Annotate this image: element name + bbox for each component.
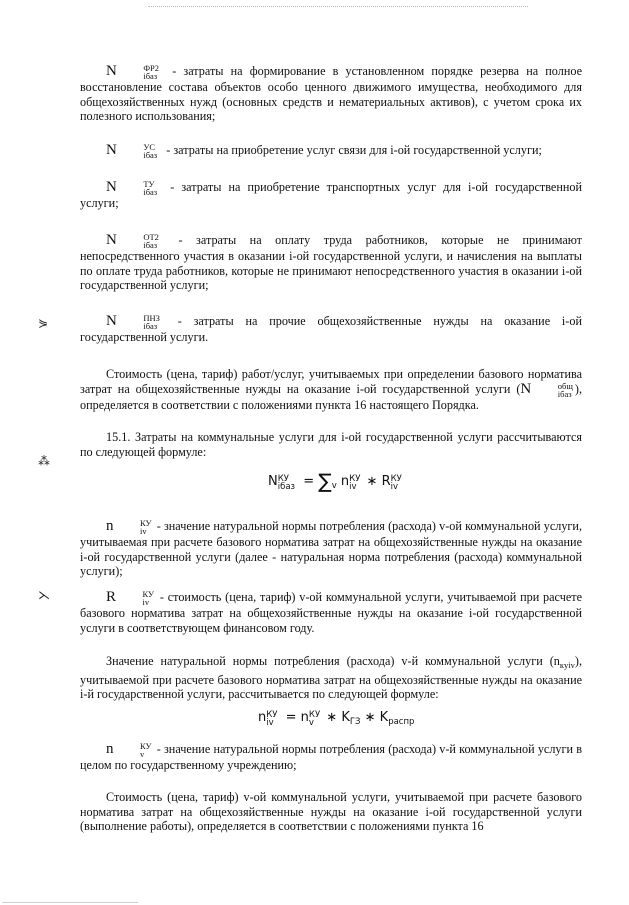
margin-mark: ⋟ (38, 316, 49, 330)
cost-utility-paragraph (80, 790, 582, 834)
definition-r-iv (80, 590, 582, 635)
superscript: КУ (277, 474, 289, 484)
scan-bottom-edge (2, 902, 138, 903)
superscript: ОТ2 (143, 232, 159, 242)
term-n: n (340, 474, 350, 489)
equals-sign: = (303, 474, 315, 489)
subscript: iv (349, 482, 357, 492)
equals-sign: = (285, 710, 297, 725)
subscript: iбаз (277, 482, 296, 492)
symbol: N (106, 179, 118, 195)
definition-tu (80, 180, 582, 211)
definition-text: - значение натуральной нормы потребления (расхода) v-ой коммунальной услуги, учитываемая при расчете базового норматива затрат на общехозяйственные нужды на оказание i-ой государственной услуги (далее - натуральная норма потребления (расхода) коммунальной услуги); (80, 519, 582, 579)
definition-text: - затраты на приобретение транспортных услуг для i-ой государственной услуги; (80, 180, 582, 210)
subscript: iv (390, 482, 399, 492)
symbol-indices (117, 233, 159, 249)
margin-mark: ⁂ (38, 454, 50, 468)
sum-sign: ∑ (318, 469, 332, 493)
definition-text: - затраты на приобретение услуг связи для i-ой государственной услуги; (163, 143, 542, 157)
formula-utilities-total (268, 469, 408, 494)
formula-natural-norm (258, 711, 414, 730)
definition-text: - затраты на оплату труда работников, которые не принимают непосредственного участия в оказании i-ой государственной услуги, и начисления на выплаты по оплате труда работников, которые не принимают непосредственного участия в оказании i-ой государственной услуги; (80, 233, 582, 293)
multiply-sign: ∗ (366, 474, 378, 489)
paragraph-text: Стоимость (цена, тариф) v-ой коммунальной услуги, учитываемой при расчете базового норматива затрат на общехозяйственные нужды на оказание i-ой государственной услуги (выполнение работы), определяется в соответствии с положениями пункта 16 (80, 790, 582, 834)
term-k-raspr: K (379, 710, 389, 725)
symbol-indices (117, 314, 160, 330)
definition-fr2 (80, 64, 582, 124)
subscript: iv (140, 526, 147, 536)
norm-text-b: ), учитываемой при расчете базового норматива затрат на общехозяйственные нужды на оказание i-й государственной услуги, рассчитывается по следующей формуле: (80, 654, 582, 702)
subscript: ГЗ (349, 717, 361, 727)
symbol: n (106, 518, 114, 534)
superscript: КУ (142, 589, 155, 599)
definition-text: - стоимость (цена, тариф) v-ой коммунальной услуги, учитываемой при расчете базового норматива затрат на общехозяйственные нужды на оказание i-ой государственной услуги в соответствующем финансовом году. (80, 590, 582, 635)
superscript: УС (143, 142, 156, 152)
definition-us (80, 143, 582, 159)
superscript: общ (557, 380, 573, 391)
formula-lhs: n (258, 710, 267, 725)
superscript: ПНЗ (143, 313, 160, 323)
term-n: n (300, 710, 309, 725)
cost-text-a: Стоимость (цена, тариф) работ/услуг, учитываемых при определении базового норматива затрат на общехозяйственные нужды на оказание i-ой государственной услуги ( (80, 367, 582, 396)
term-n-indices (309, 711, 320, 727)
term-r-indices (391, 475, 402, 491)
symbol: N (106, 232, 118, 248)
natural-norm-paragraph (80, 654, 582, 702)
superscript: КУ (140, 518, 152, 528)
symbol: N (106, 313, 118, 329)
term-k-gz: K (341, 710, 350, 725)
symbol: N (106, 63, 118, 79)
sum-index: v (331, 481, 337, 491)
formula-lhs: N (268, 474, 278, 489)
subscript: v (140, 749, 145, 759)
symbol: N (520, 380, 532, 397)
multiply-sign: ∗ (364, 710, 376, 725)
multiply-sign: ∗ (326, 710, 338, 725)
cost-text-b: ), определяется в соответствии с положениями пункта 16 настоящего Порядка. (80, 381, 582, 412)
definition-ot2 (80, 233, 582, 293)
symbol: R (106, 589, 117, 605)
superscript: КУ (266, 710, 278, 720)
definition-pnz (80, 314, 582, 345)
superscript: КУ (140, 741, 152, 751)
subscript: iv (266, 718, 274, 728)
scan-top-edge (148, 6, 528, 7)
symbol-indices (114, 519, 152, 535)
definition-text: - затраты на прочие общехозяйственные нужды на оказание i-ой государственной услуги. (80, 314, 582, 344)
term-r: R (381, 474, 391, 489)
symbol-indices (117, 180, 157, 196)
subscript: iбаз (143, 187, 158, 197)
superscript: ФР2 (143, 63, 160, 73)
cost-paragraph (80, 367, 582, 412)
margin-mark: ⋋ (38, 588, 50, 602)
section-15-1 (80, 430, 582, 459)
superscript: КУ (390, 474, 402, 484)
definition-text: - затраты на формирование в установленном порядке резерва на полное восстановление состава объектов особо ценного движимого имущества, необходимого для общехозяйственных нужд (основных средств и нематериальных активов), с учетом срока их полезного использования; (80, 64, 582, 124)
superscript: КУ (308, 710, 321, 720)
symbol-indices (117, 143, 157, 159)
symbol-indices (117, 590, 155, 606)
subscript: iбаз (143, 321, 158, 331)
subscript: iбаз (143, 150, 158, 160)
symbol-indices (532, 382, 573, 398)
definition-n-iv (80, 519, 582, 579)
subscript: iv (142, 597, 150, 607)
subscript: iбаз (557, 388, 572, 399)
subscript: распр (388, 717, 415, 727)
definition-text: - значение натуральной нормы потребления (расхода) v-й коммунальной услуги в целом по государственному учреждению; (80, 742, 582, 772)
formula-lhs-indices (266, 711, 277, 727)
symbol: N (106, 142, 118, 158)
subscript: iбаз (143, 71, 158, 81)
subscript: iбаз (143, 240, 158, 250)
formula-lhs-indices (278, 475, 295, 491)
norm-inline-subscript: кyiv (559, 660, 575, 670)
symbol-indices (117, 64, 159, 80)
norm-text-a: Значение натуральной нормы потребления (расхода) v-й коммунальной услуги (n (106, 654, 560, 668)
term-n-indices (349, 475, 360, 491)
section-text: 15.1. Затраты на коммунальные услуги для i-ой государственной услуги рассчитываются по следующей формуле: (80, 430, 582, 459)
superscript: КУ (349, 474, 361, 484)
subscript: v (308, 718, 314, 728)
definition-n-v (80, 742, 582, 773)
symbol-indices (114, 742, 152, 758)
symbol: n (106, 741, 114, 757)
superscript: ТУ (143, 179, 155, 189)
